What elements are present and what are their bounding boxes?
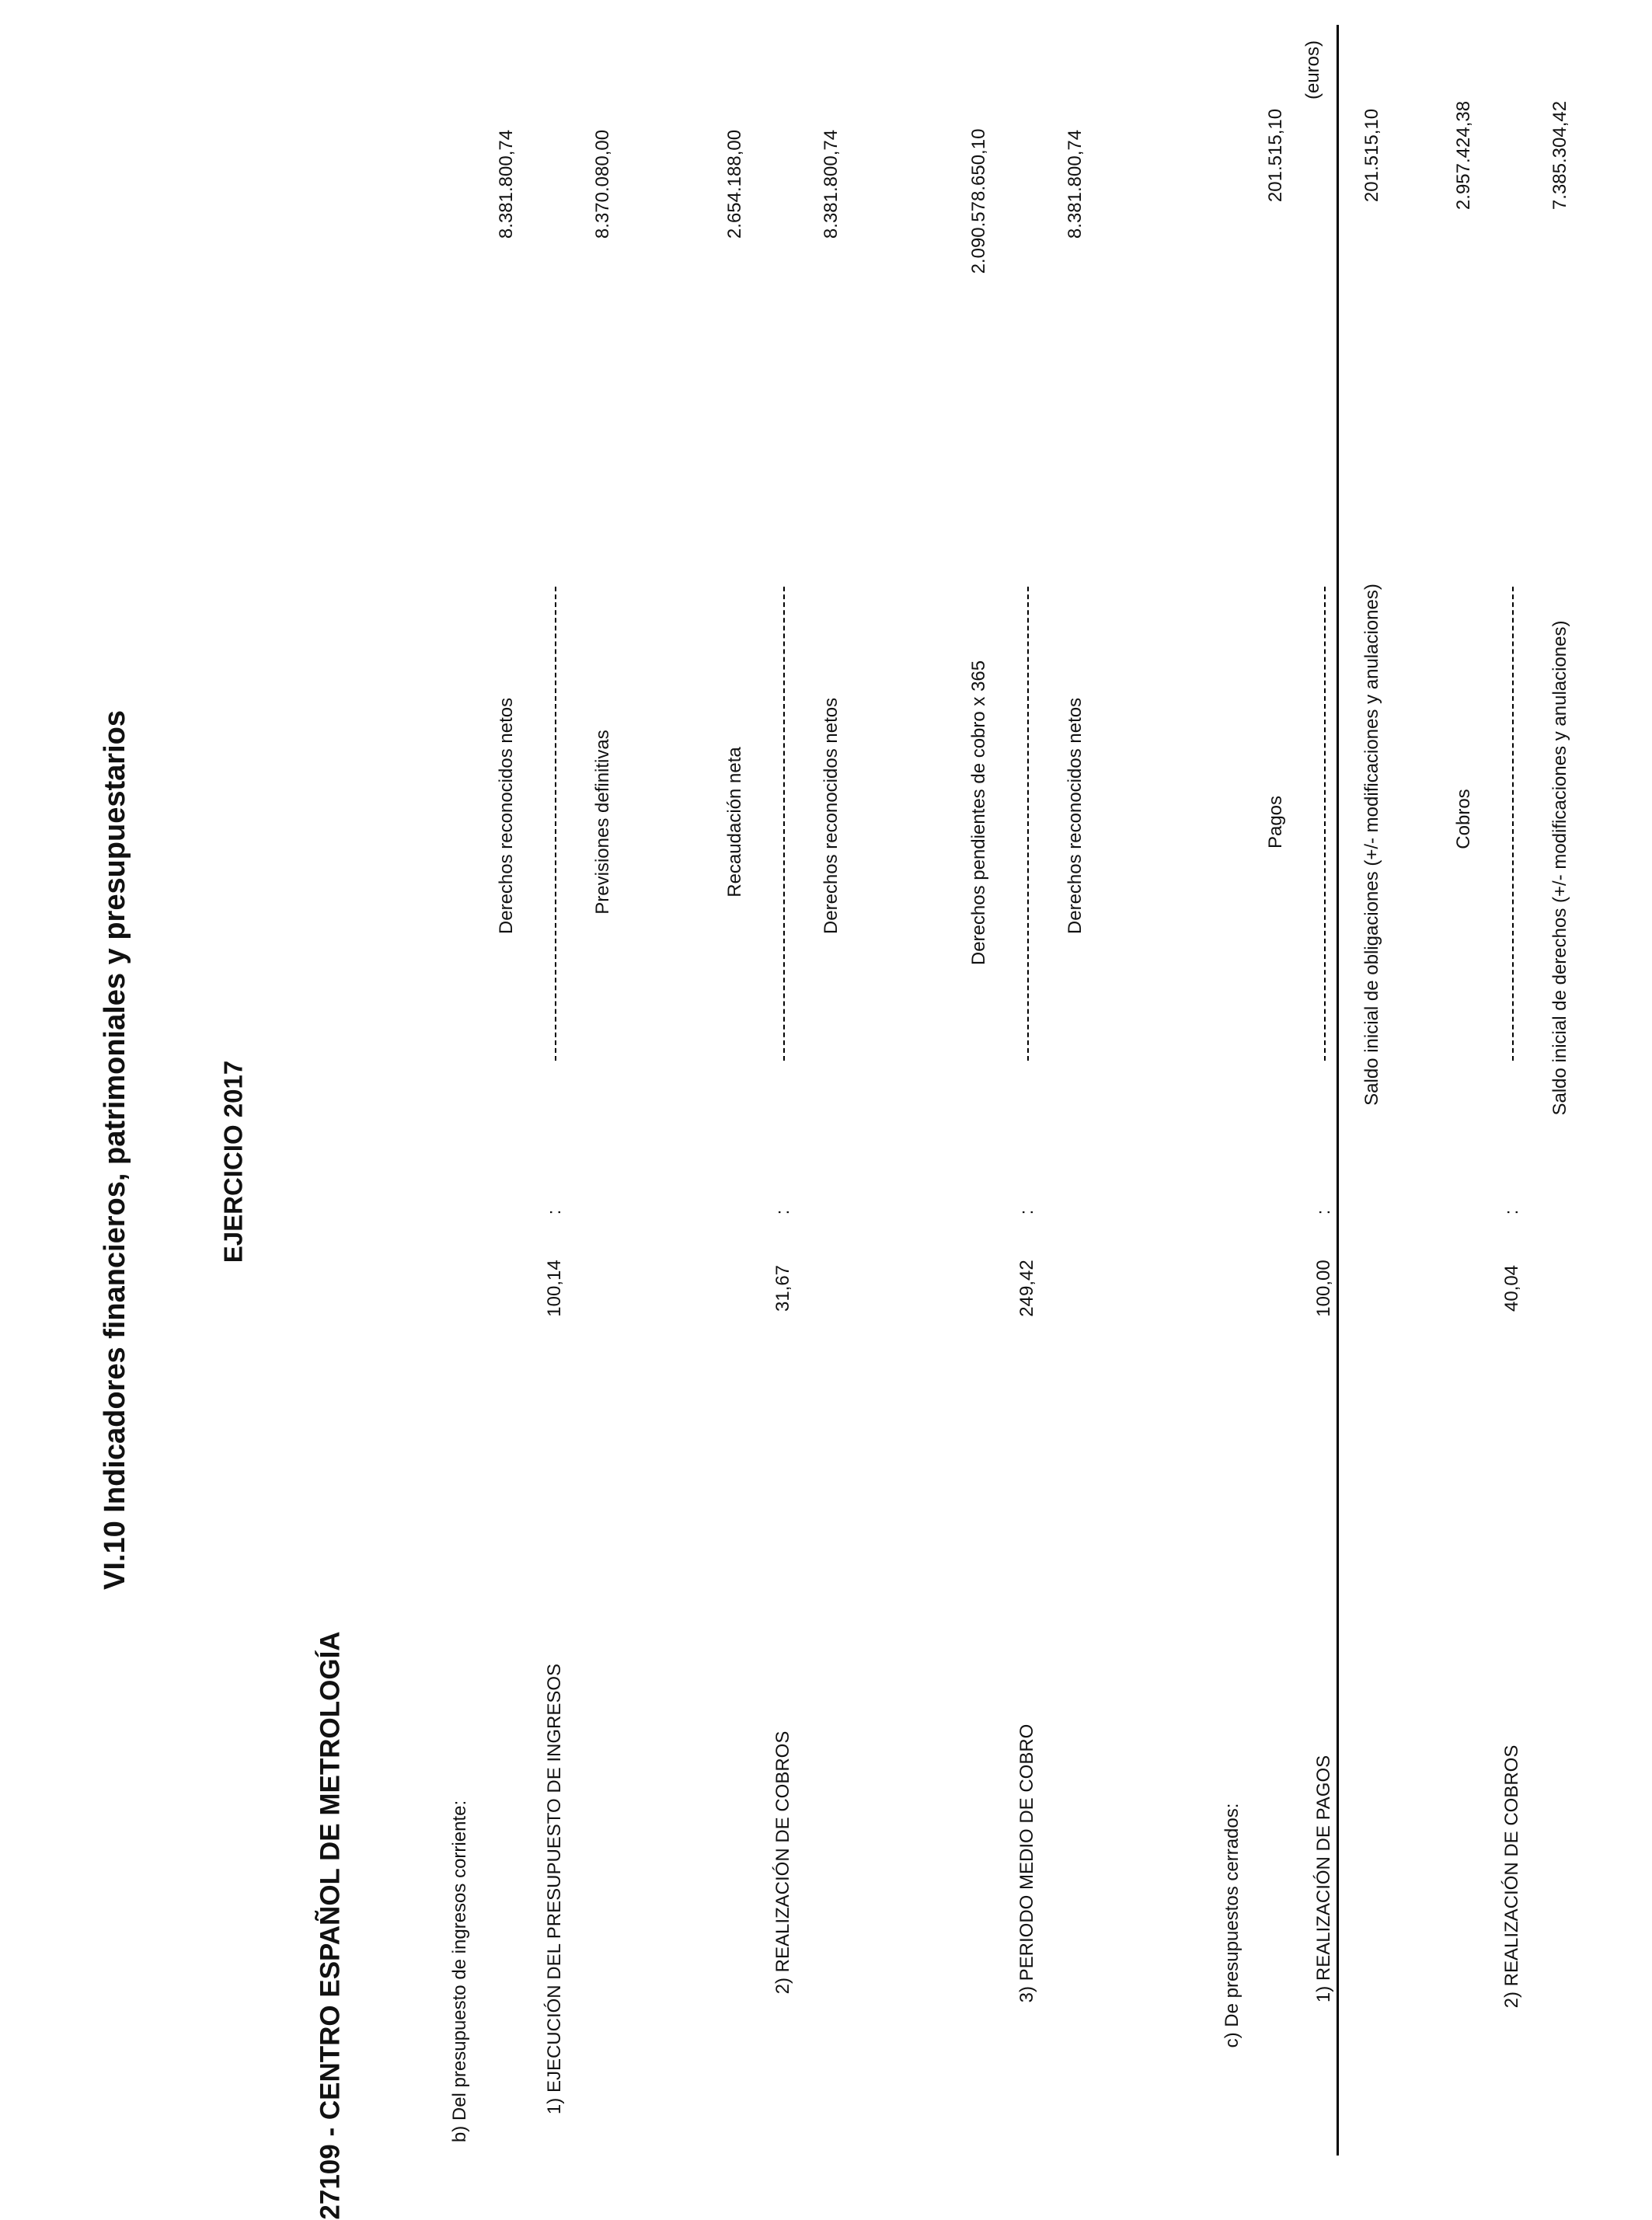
numerator-label: Derechos pendientes de cobro x 365 (968, 660, 989, 966)
denominator-label: Derechos reconocidos netos (821, 697, 842, 935)
fraction-line (1027, 587, 1029, 1061)
colon: : (1313, 1209, 1334, 1215)
indicator-label: 1) EJECUCIÓN DEL PRESUPUESTO DE INGRESOS (544, 1663, 565, 2115)
indicator-value: 40,04 (1501, 1264, 1522, 1312)
header-rule (1337, 25, 1339, 2156)
indicator-value: 31,67 (772, 1264, 793, 1312)
indicator-value: 100,14 (544, 1260, 565, 1317)
denominator-value: 201.515,10 (1361, 108, 1382, 203)
numerator-value: 2.654.188,00 (724, 129, 745, 239)
numerator-label: Derechos reconocidos netos (496, 697, 517, 935)
fraction-line (1324, 587, 1326, 1061)
denominator-value: 7.385.304,42 (1549, 100, 1570, 211)
numerator-value: 8.381.800,74 (496, 129, 517, 239)
indicator-label: 1) REALIZACIÓN DE PAGOS (1313, 1755, 1334, 2003)
colon: : (544, 1209, 565, 1215)
colon: : (1501, 1209, 1522, 1215)
currency-unit: (euros) (1302, 40, 1323, 100)
fraction-line (783, 587, 785, 1061)
denominator-value: 8.381.800,74 (821, 129, 842, 239)
denominator-value: 8.381.800,74 (1065, 129, 1086, 239)
denominator-label: Saldo inicial de derechos (+/- modificaciones y anulaciones) (1549, 620, 1570, 1116)
fraction-line (555, 587, 556, 1061)
numerator-value: 2.957.424,38 (1453, 100, 1474, 211)
denominator-label: Derechos reconocidos netos (1065, 697, 1086, 935)
denominator-value: 8.370.080,00 (592, 129, 613, 239)
section-c-heading: c) De presupuestos cerrados: (1222, 1803, 1242, 2048)
denominator-label: Previsiones definitivas (592, 730, 613, 915)
indicator-label: 2) REALIZACIÓN DE COBROS (1501, 1744, 1522, 2009)
fraction-line (1512, 587, 1514, 1061)
numerator-label: Cobros (1453, 789, 1474, 849)
denominator-label: Saldo inicial de obligaciones (+/- modificaciones y anulaciones) (1361, 584, 1382, 1106)
numerator-value: 2.090.578.650,10 (968, 128, 989, 274)
numerator-label: Recaudación neta (724, 747, 745, 897)
page-title: VI.10 Indicadores financieros, patrimoniales y presupuestarios (99, 710, 131, 1590)
fiscal-year: EJERCICIO 2017 (218, 1060, 248, 1263)
indicator-label: 3) PERIODO MEDIO DE COBRO (1016, 1723, 1037, 2003)
indicator-label: 2) REALIZACIÓN DE COBROS (772, 1730, 793, 1995)
numerator-label: Pagos (1265, 795, 1286, 849)
section-b-heading: b) Del presupuesto de ingresos corriente: (449, 1800, 470, 2143)
indicator-value: 100,00 (1313, 1260, 1334, 1317)
entity-name: 27109 - CENTRO ESPAÑOL DE METROLOGÍA (315, 1631, 346, 2220)
numerator-value: 201.515,10 (1265, 108, 1286, 203)
indicator-value: 249,42 (1016, 1260, 1037, 1317)
colon: : (1016, 1209, 1037, 1215)
colon: : (772, 1209, 793, 1215)
